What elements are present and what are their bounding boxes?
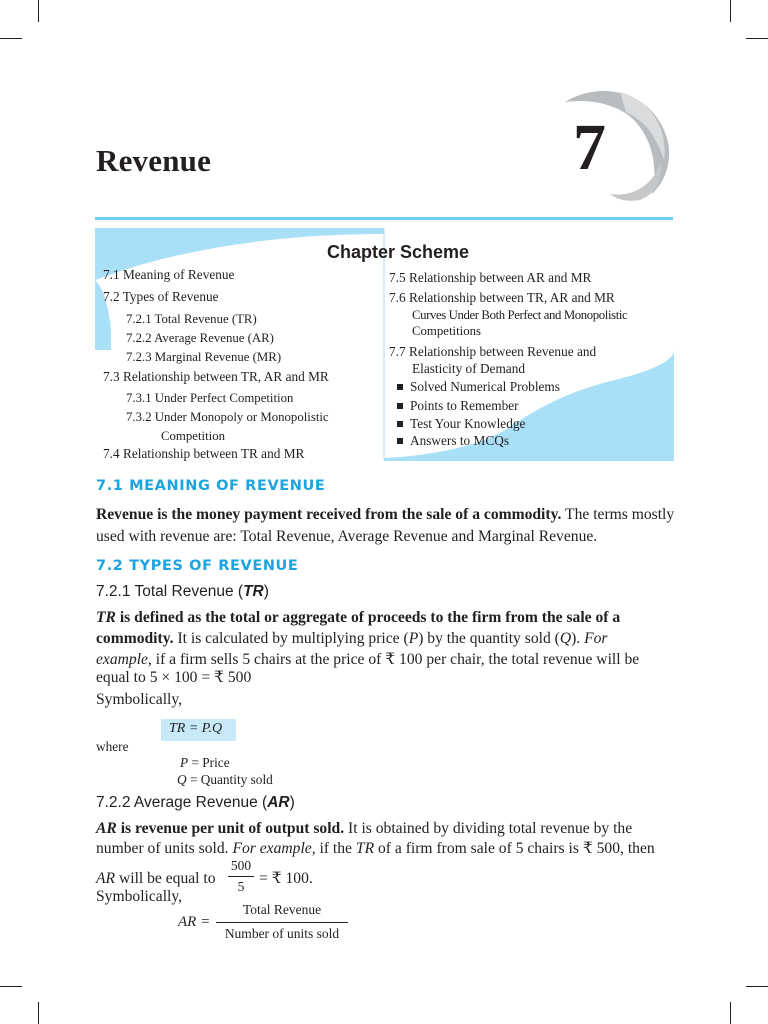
paragraph-line	[96, 504, 674, 525]
scheme-item-label: Answers to MCQs	[410, 433, 509, 448]
scheme-item: 7.6 Relationship between TR, AR and MR	[389, 290, 615, 305]
bullet-icon	[397, 421, 403, 427]
bullet-icon	[397, 403, 403, 409]
section-heading: 7.2 TYPES OF REVENUE	[96, 558, 299, 574]
text-span: P	[180, 755, 189, 770]
scheme-item: 7.7 Relationship between Revenue and	[389, 344, 597, 359]
paragraph-line: used with revenue are: Total Revenue, Average Revenue and Marginal Revenue.	[96, 528, 598, 545]
text-span: Q	[177, 772, 187, 787]
text-span: It is obtained by dividing total revenue by the	[348, 820, 633, 837]
scheme-bullet-item	[397, 396, 519, 416]
chapter-title: Revenue	[96, 143, 212, 178]
text-span: The terms mostly	[565, 506, 675, 523]
scheme-item-label: Points to Remember	[410, 398, 519, 413]
text-span: )	[289, 794, 295, 811]
scheme-item: 7.2 Types of Revenue	[103, 289, 219, 304]
scheme-item-label: Solved Numerical Problems	[410, 379, 560, 394]
fraction-numerator: 500	[230, 858, 252, 873]
crop-mark	[38, 0, 39, 22]
crop-mark	[746, 986, 768, 987]
text-span: For	[584, 630, 608, 647]
crop-mark	[730, 0, 731, 22]
paragraph-line	[96, 838, 674, 859]
text-span: TR	[355, 840, 375, 857]
text-span: AR	[96, 820, 117, 837]
crop-mark	[730, 1002, 731, 1024]
text-span: number of units sold.	[96, 840, 229, 857]
variable-definition	[177, 772, 273, 788]
text-span: AR	[96, 870, 116, 887]
scheme-item: 7.2.3 Marginal Revenue (MR)	[126, 350, 282, 364]
text-span: Q	[559, 630, 572, 647]
scheme-bullet-item	[397, 377, 560, 397]
fraction-bar	[228, 876, 254, 877]
scheme-item: 7.3.2 Under Monopoly or Monopolistic	[126, 410, 329, 424]
scheme-item: 7.3.1 Under Perfect Competition	[126, 391, 294, 405]
text-span: is defined as the total or aggregate of proceeds to the firm from the sale of a	[119, 609, 621, 626]
paragraph-line: Symbolically,	[96, 888, 183, 905]
paragraph-line	[96, 818, 674, 839]
scheme-item: 7.5 Relationship between AR and MR	[389, 270, 592, 285]
where-label: where	[96, 739, 129, 754]
formula-total-revenue: TR = P.Q	[169, 721, 223, 736]
section-heading: 7.1 MEANING OF REVENUE	[96, 478, 326, 494]
text-span: For example,	[232, 840, 316, 857]
paragraph-line: = ₹ 100.	[259, 870, 313, 887]
fraction-bar	[216, 922, 348, 923]
paragraph-line: Symbolically,	[96, 691, 183, 708]
text-span: TR	[243, 583, 264, 600]
paragraph-line	[96, 607, 674, 628]
crop-mark	[0, 986, 22, 987]
text-span: TR	[96, 609, 116, 626]
text-span: example	[96, 651, 148, 668]
text-span: It is calculated by multiplying price (	[177, 630, 409, 647]
crop-mark	[746, 38, 768, 39]
scheme-item-label: Test Your Knowledge	[410, 416, 526, 431]
crop-mark	[38, 1002, 39, 1024]
scheme-item: Competitions	[412, 324, 481, 338]
scheme-item: 7.2.1 Total Revenue (TR)	[126, 312, 257, 326]
bullet-icon	[397, 384, 403, 390]
scheme-item: 7.2.2 Average Revenue (AR)	[126, 331, 274, 345]
subsection-heading	[96, 583, 269, 601]
chapter-number: 7	[573, 111, 606, 184]
formula-numerator: Total Revenue	[242, 902, 322, 917]
text-span: is revenue per unit of output sold.	[120, 820, 345, 837]
text-span: = Quantity sold	[189, 772, 273, 787]
scheme-item: Competition	[161, 429, 225, 443]
text-span: , if a firm sells 5 chairs at the price of ₹ 100 per chair, the total revenue will be	[147, 651, 640, 668]
chapter-scheme-heading: Chapter Scheme	[326, 242, 470, 262]
text-span: ).	[571, 630, 581, 647]
formula-lhs: AR =	[178, 914, 211, 930]
text-span: P	[408, 630, 419, 647]
scheme-item: Elasticity of Demand	[412, 361, 525, 376]
scheme-item: 7.3 Relationship between TR, AR and MR	[103, 369, 329, 384]
bullet-icon	[397, 438, 403, 444]
text-span: = Price	[191, 755, 230, 770]
paragraph-line	[96, 628, 674, 649]
text-span: 7.2.2 Average Revenue (	[96, 794, 268, 811]
formula-denominator: Number of units sold	[224, 926, 340, 941]
text-span: )	[263, 583, 269, 600]
scheme-item: 7.1 Meaning of Revenue	[103, 267, 235, 282]
crop-mark	[0, 38, 22, 39]
text-span: commodity.	[96, 630, 174, 647]
text-span: AR	[267, 794, 290, 811]
subsection-heading	[96, 794, 295, 812]
text-span: 7.2.1 Total Revenue (	[96, 583, 244, 600]
text-span: ) by the quantity sold (	[418, 630, 560, 647]
scheme-item: Curves Under Both Perfect and Monopolistic	[412, 308, 628, 322]
text-span: will be equal to	[118, 870, 216, 887]
text-span: if the	[319, 840, 352, 857]
fraction-denominator: 5	[237, 879, 245, 894]
paragraph-line: equal to 5 × 100 = ₹ 500	[96, 669, 252, 686]
variable-definition	[180, 755, 230, 771]
scheme-item: 7.4 Relationship between TR and MR	[103, 446, 305, 461]
scheme-bullet-item	[397, 431, 509, 451]
text-span: of a firm from sale of 5 chairs is ₹ 500, then	[378, 840, 655, 857]
definition-text: Revenue is the money payment received from the sale of a commodity.	[96, 506, 562, 523]
